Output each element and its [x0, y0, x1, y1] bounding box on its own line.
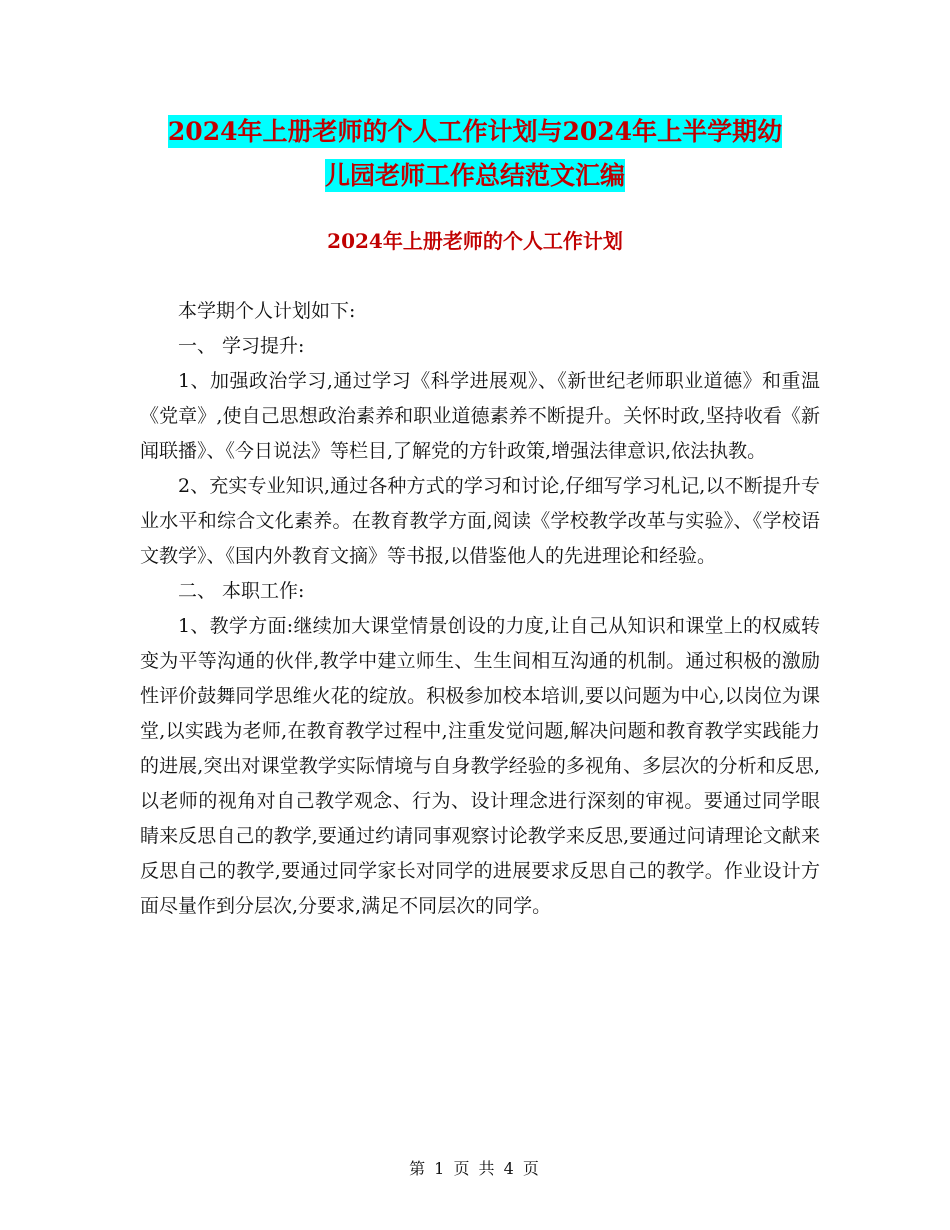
paragraph-heading-work: 二、 本职工作:	[178, 580, 305, 602]
paragraph-study-2: 2、充实专业知识,通过各种方式的学习和讨论,仔细写学习札记,以不断提升专业水平和综合文化素养。在教育教学方面,阅读《学校教学改革与实验》、《学校语文教学》、《国内外教育文摘》等书报,以借鉴他人的先进理论和经验。	[140, 475, 820, 567]
paragraph-heading-study: 一、 学习提升:	[178, 335, 305, 357]
paragraph-intro: 本学期个人计划如下:	[178, 300, 356, 322]
paragraph-study-1: 1、加强政治学习,通过学习《科学进展观》、《新世纪老师职业道德》和重温《党章》,使自己思想政治素养和职业道德素养不断提升。关怀时政,坚持收看《新闻联播》、《今日说法》等栏目,了解党的方针政策,增强法律意识,依法执教。	[140, 370, 820, 462]
document-body	[140, 294, 820, 924]
paragraph-work-1: 1、教学方面:继续加大课堂情景创设的力度,让自己从知识和课堂上的权威转变为平等沟通的伙伴,教学中建立师生、生生间相互沟通的机制。通过积极的激励性评价鼓舞同学思维火花的绽放。积极参加校本培训,要以问题为中心,以岗位为课堂,以实践为老师,在教育教学过程中,注重发觉问题,解决问题和教育教学实践能力的进展,突出对课堂教学实际情境与自身教学经验的多视角、多层次的分析和反思,以老师的视角对自己教学观念、行为、设计理念进行深刻的审视。要通过同学眼睛来反思自己的教学,要通过约请同事观察讨论教学来反思,要通过问请理论文献来反思自己的教学,要通过同学家长对同学的进展要求反思自己的教学。作业设计方面尽量作到分层次,分要求,满足不同层次的同学。	[140, 615, 820, 917]
page-footer: 第 1 页 共 4 页	[409, 1159, 541, 1178]
document-title-line-1: 2024年上册老师的个人工作计划与2024年上半学期幼	[167, 117, 783, 146]
document-title-line-2: 儿园老师工作总结范文汇编	[324, 161, 625, 190]
section-heading: 2024年上册老师的个人工作计划	[327, 229, 623, 253]
